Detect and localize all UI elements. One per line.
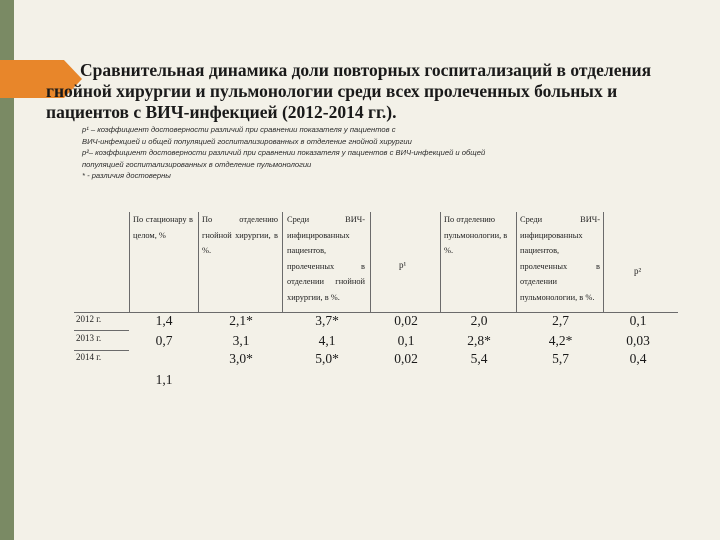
table-cell: 2,1*: [229, 313, 253, 328]
row-year-label: 2014 г.: [76, 352, 102, 362]
table-cell: 4,1: [318, 333, 336, 348]
header-p2: p²: [634, 266, 642, 276]
footnote-line: популяцией госпитализированных в отделение пульмонологии: [82, 159, 312, 169]
header-hiv-purulent-surgery: Среди ВИЧ-инфицированных пациентов, пролеченных в отделении гнойной хирургии, в %.: [287, 215, 365, 302]
table-cell: 3,7*: [315, 313, 339, 328]
table-cell: 5,7: [552, 351, 569, 366]
table-grid-line: [516, 212, 517, 312]
table-cell: 2,0: [470, 313, 488, 328]
footnote-line: p¹ – коэффициент достоверности различий при сравнении показателя у пациентов с: [82, 125, 396, 134]
table-cell: 1,4: [155, 313, 173, 328]
table-grid-line: [603, 212, 604, 312]
table-cell: 2,8*: [467, 333, 491, 348]
table-cell: 5,0*: [315, 351, 339, 366]
header-purulent-surgery: По отделению гнойной хирургии, в %.: [202, 215, 278, 255]
row-year-label: 2013 г.: [76, 333, 102, 343]
table-cell: 0,02: [394, 351, 418, 366]
table-grid-line: [370, 212, 371, 312]
table-cell: 0,1: [397, 333, 415, 348]
footnote-line: ВИЧ-инфекцией и общей популяцией госпитализированных в отделение гнойной хирургии: [82, 136, 412, 146]
footnote-line: p²– коэффициент достоверности различий при сравнении показателя у пациентов с ВИЧ-инфекцией и общей: [82, 148, 486, 158]
table-grid-line: [129, 212, 130, 312]
table-cell: 5,4: [470, 351, 488, 366]
header-hiv-pulmonology: Среди ВИЧ-инфицированных пациентов, пролеченных в отделении пульмонологии, в %.: [520, 215, 600, 302]
table-cell: 0,7: [155, 333, 173, 348]
slide-title: Сравнительная динамика доли повторных госпитализаций в отделения гнойной хирургии и пульмонологии среди всех пролеченных больных и пациентов с ВИЧ-инфекцией (2012-2014 гг.).: [46, 60, 652, 122]
table-cell: 3,0*: [229, 351, 253, 366]
header-pulmonology: По отделению пульмонологии, в %.: [444, 215, 508, 255]
table-cell: 2,7: [552, 313, 569, 328]
table-cell: 4,2*: [548, 333, 573, 348]
footnote-line: * - различия достоверны: [82, 171, 171, 181]
table-grid-line: [74, 330, 129, 331]
table-grid-line: [198, 212, 199, 312]
table-grid-line: [282, 212, 283, 312]
header-p1: p¹: [399, 260, 407, 270]
table-cell: 0,03: [626, 333, 650, 348]
table-cell: 0,1: [629, 313, 647, 328]
table-grid-line: [74, 350, 129, 351]
header-hospital-total: По стационару в целом, %: [133, 215, 193, 240]
table-cell: 0,02: [394, 313, 418, 328]
row-year-label: 2012 г.: [76, 314, 102, 324]
table-cell: 0,4: [629, 351, 647, 366]
table-cell: 1,1: [155, 372, 173, 387]
table-cell: 3,1: [232, 333, 250, 348]
table-grid-line: [440, 212, 441, 312]
